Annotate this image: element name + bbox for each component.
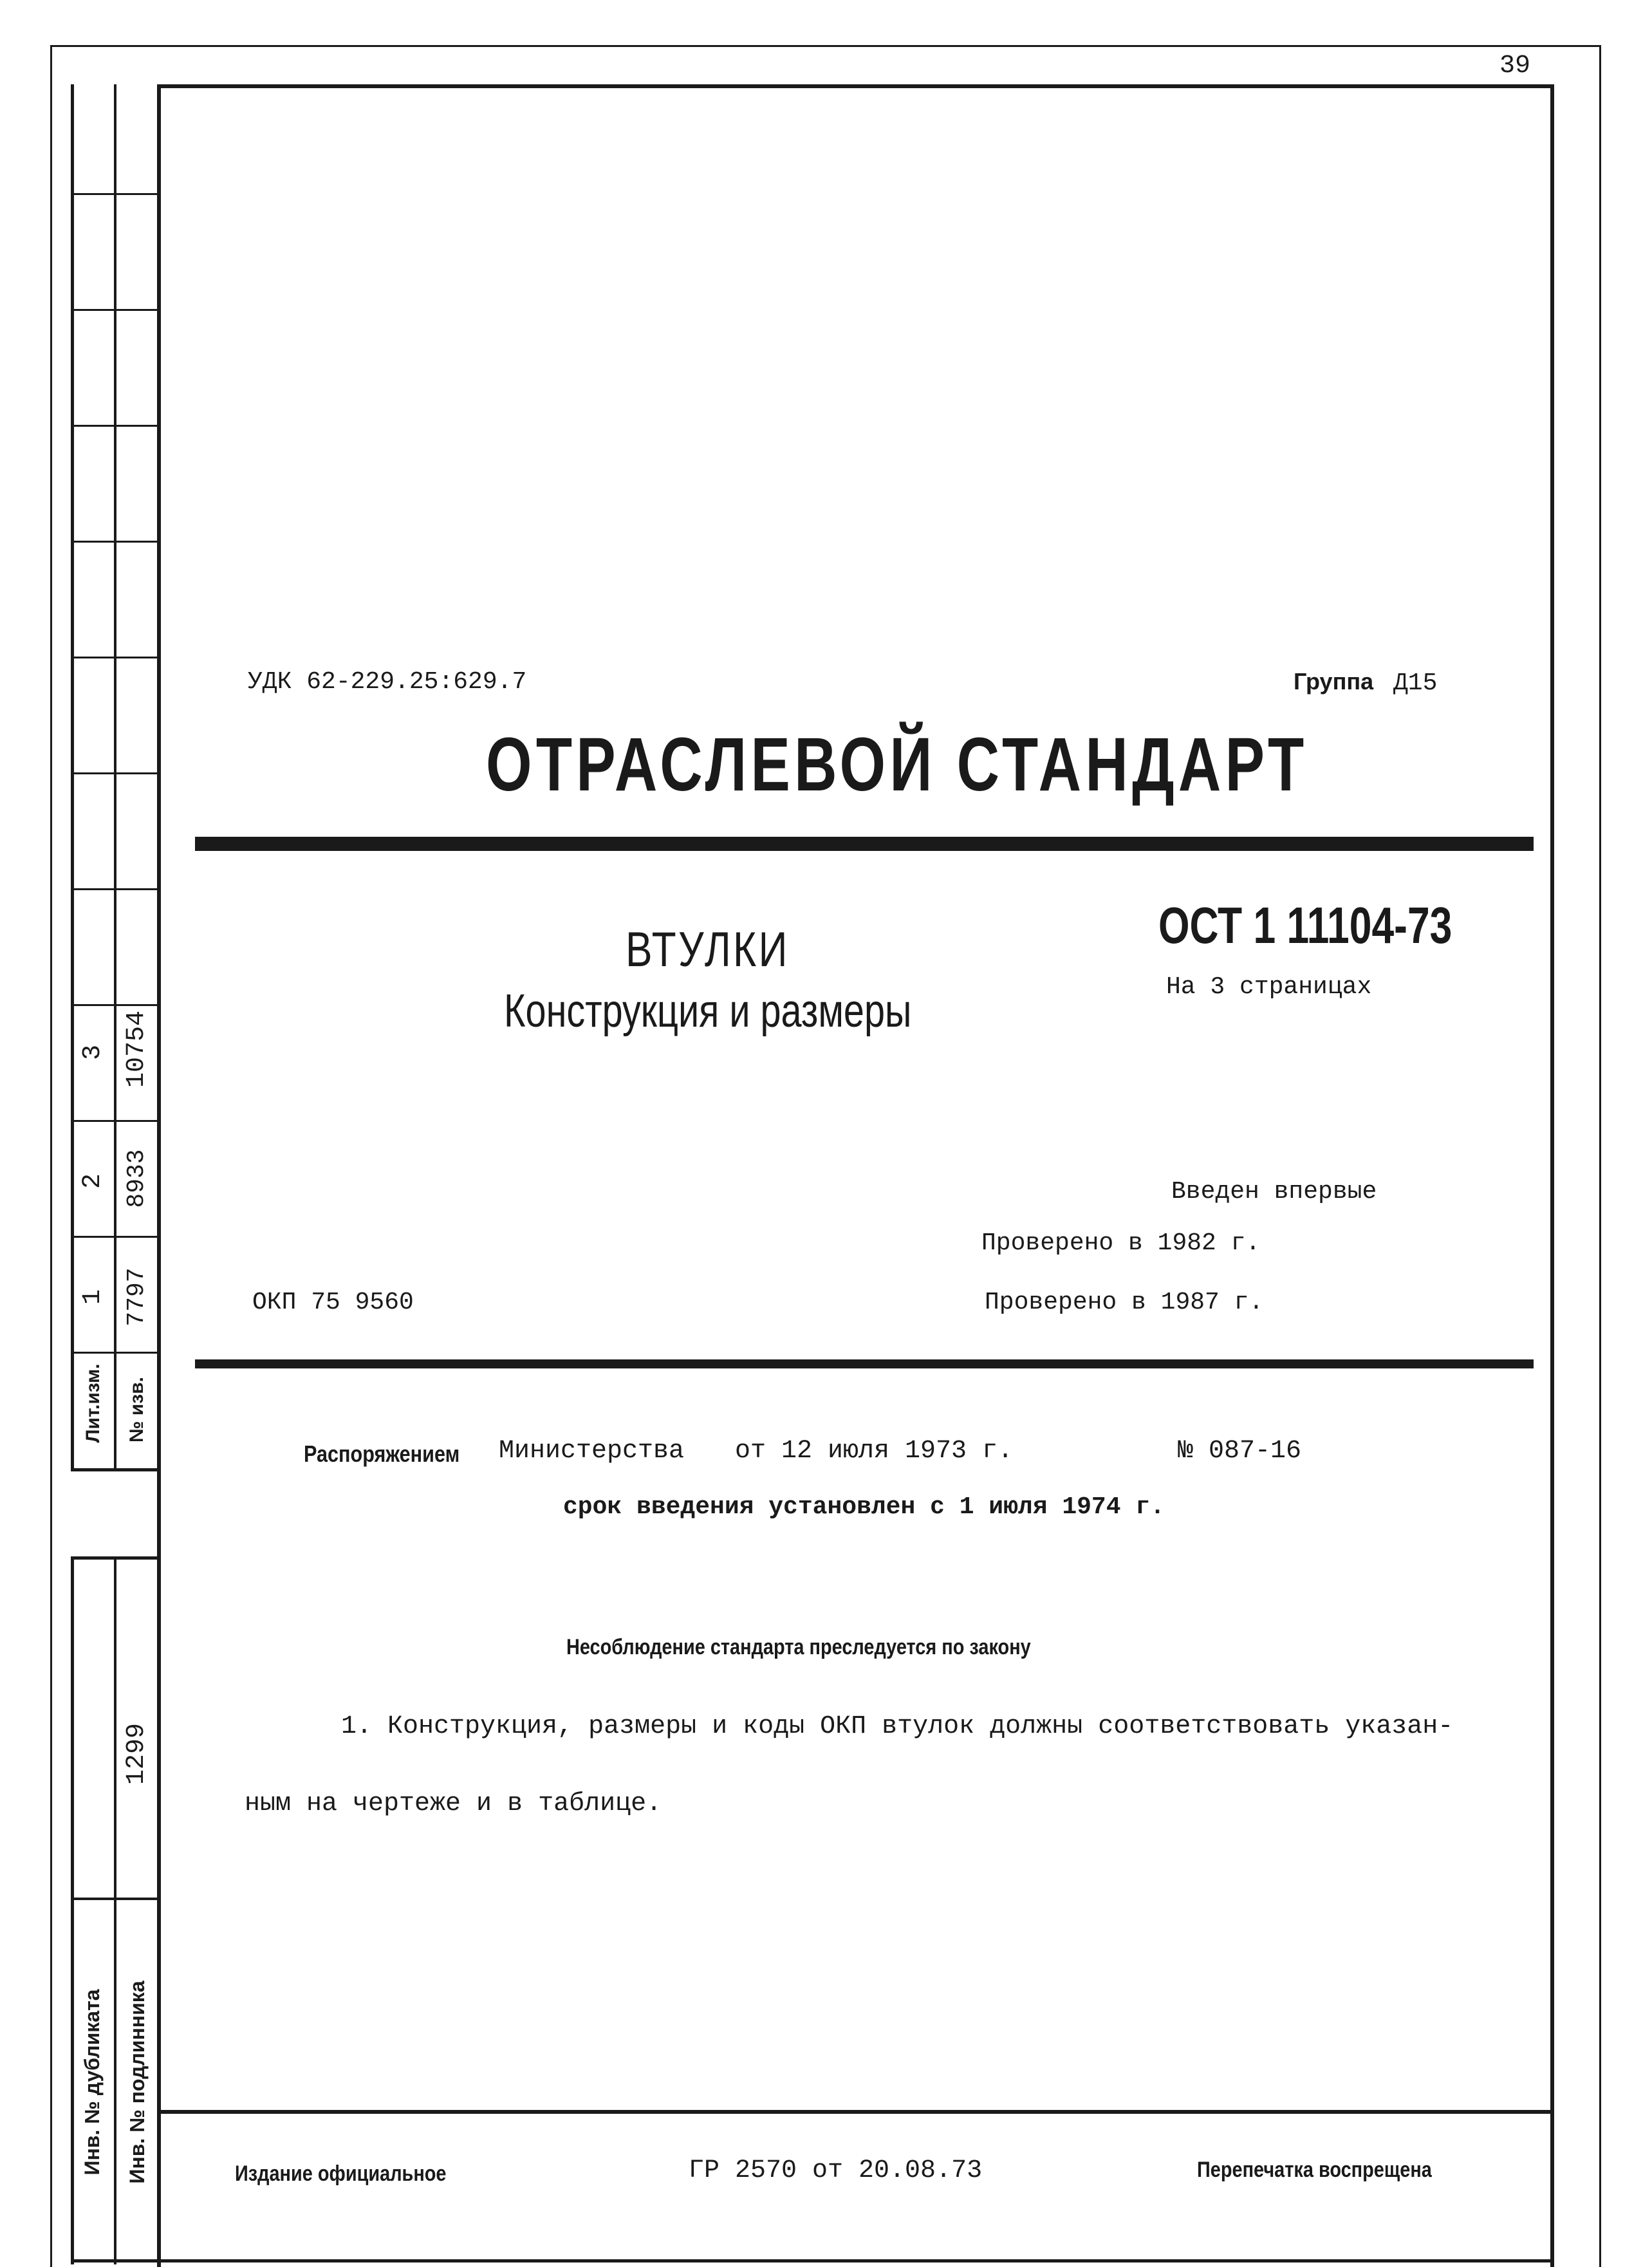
page-number: 39 — [1499, 51, 1531, 80]
change-number-1: 1 — [79, 1289, 107, 1305]
inner-frame-bottom — [71, 2259, 1554, 2262]
paragraph-1-line-2: ным на чертеже и в таблице. — [245, 1789, 662, 1818]
doc-pages: На 3 страницах — [1166, 973, 1372, 1001]
label-notice-number: № изв. — [126, 1377, 147, 1442]
side-table-bottom — [71, 1468, 161, 1471]
okp-code: ОКП 75 9560 — [252, 1289, 414, 1316]
page-title: ОТРАСЛЕВОЙ СТАНДАРТ — [486, 722, 1308, 807]
doc-code: ОСТ 1 11104-73 — [1158, 897, 1452, 954]
side-col-left-2 — [71, 1556, 74, 2264]
order-date: от 12 июля 1973 г. — [735, 1437, 1014, 1466]
label-original-inv: Инв. № подлинника — [125, 1981, 149, 2184]
outer-frame-right — [1599, 45, 1601, 2267]
side-row-7 — [71, 888, 161, 890]
group-value: Д15 — [1393, 669, 1438, 697]
order-ministry: Министерства — [499, 1437, 685, 1466]
label-lit-izm: Лит.изм. — [82, 1363, 104, 1443]
order-deadline: срок введения установлен с 1 июля 1974 г. — [563, 1493, 1165, 1521]
side-row-3 — [71, 425, 161, 427]
notice-number-8933: 8933 — [123, 1149, 151, 1208]
notice-number-10754: 10754 — [122, 1010, 151, 1088]
label-duplicate-inv: Инв. № дубликата — [80, 1989, 104, 2176]
checked-1982: Проверено в 1982 г. — [981, 1229, 1261, 1257]
inner-frame-left — [157, 84, 161, 2267]
title-rule — [195, 837, 1534, 851]
change-number-2: 2 — [79, 1173, 107, 1189]
footer-edition: Издание официальное — [235, 2161, 447, 2186]
footer-rule — [158, 2110, 1554, 2114]
outer-frame-left — [50, 45, 52, 2267]
side-row-5 — [71, 657, 161, 658]
footer-reprint: Перепечатка воспрещена — [1197, 2158, 1432, 2182]
side-row-9 — [71, 1120, 161, 1122]
footer-gr: ГР 2570 от 20.08.73 — [689, 2156, 983, 2185]
side-row-6 — [71, 772, 161, 774]
side-col-left — [71, 84, 74, 1468]
doc-subtitle: Конструкция и размеры — [504, 985, 912, 1037]
notice-number-7797: 7797 — [123, 1267, 151, 1327]
side-row-4 — [71, 541, 161, 543]
warning-text: Несоблюдение стандарта преследуется по закону — [566, 1635, 1031, 1659]
side-col-mid-2 — [114, 1556, 116, 2264]
info-rule — [195, 1359, 1534, 1368]
doc-name: ВТУЛКИ — [626, 922, 790, 977]
order-number: № 087-16 — [1178, 1437, 1302, 1466]
udk-code: УДК 62-229.25:629.7 — [248, 668, 527, 696]
side-box-sep — [71, 1898, 161, 1900]
outer-frame-top — [50, 45, 1601, 47]
introduced-note: Введен впервые — [1171, 1178, 1377, 1206]
side-row-2 — [71, 309, 161, 311]
group-label: Группа — [1294, 668, 1374, 695]
original-inv-number: 1299 — [122, 1723, 151, 1786]
checked-1987: Проверено в 1987 г. — [985, 1289, 1264, 1316]
side-row-10 — [71, 1236, 161, 1238]
paragraph-1-line-1: 1. Конструкция, размеры и коды ОКП втулок должны соответствовать указан- — [341, 1712, 1454, 1741]
change-number-3: 3 — [79, 1045, 107, 1061]
inner-frame-right — [1550, 84, 1554, 2267]
inner-frame-top — [158, 84, 1554, 88]
order-label: Распоряжением — [304, 1441, 460, 1467]
side-col-mid — [114, 84, 116, 1468]
side-row-1 — [71, 193, 161, 195]
side-box-top — [71, 1556, 161, 1560]
